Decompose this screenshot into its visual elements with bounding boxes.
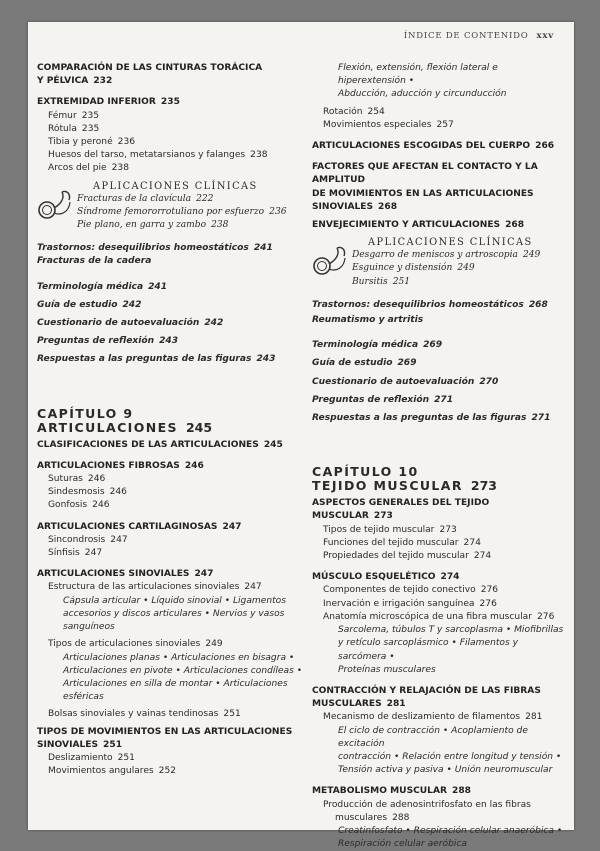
toc-subentries: Tensión activa y pasiva • Unión neuromuscular (338, 765, 553, 776)
toc-entry: Movimientos angulares 252 (48, 766, 177, 777)
toc-subentries: Cápsula articular • Líquido sinovial • Ligamentos (63, 595, 286, 606)
toc-heading: SINOVIALES 251 (37, 739, 123, 750)
running-head (404, 31, 554, 41)
chapter-label: CAPÍTULO 9 (37, 405, 134, 421)
toc-entry: Suturas 246 (48, 474, 106, 485)
clinical-entry: Pie plano, en garra y zambo 238 (77, 220, 229, 231)
toc-entry: Anatomía microscópica de una fibra muscular 276 (323, 611, 555, 622)
toc-entry: Cuestionario de autoevaluación 242 (37, 318, 224, 329)
chapter-label: CAPÍTULO 10 (312, 464, 419, 480)
clinical-entry: Desgarro de meniscos y artroscopia 249 (352, 250, 541, 261)
clinical-applications-title: APLICACIONES CLÍNICAS (93, 180, 258, 192)
toc-entry: Estructura de las articulaciones sinoviales 247 (48, 582, 262, 593)
toc-entry: Mecanismo de deslizamiento de filamentos 281 (323, 712, 543, 723)
chapter-title: ARTICULACIONES 245 (37, 419, 213, 435)
toc-entry: Respuestas a las preguntas de las figuras 271 (312, 413, 551, 424)
toc-entry: Preguntas de reflexión 243 (37, 336, 179, 347)
toc-entry-disorders: Trastornos: desequilibrios homeostáticos 241 (37, 243, 273, 254)
toc-entry: Sínfisis 247 (48, 548, 103, 559)
toc-entry: Guía de estudio 269 (312, 358, 417, 369)
toc-entry: Producción de adenosintrifosfato en las fibras (323, 799, 531, 810)
toc-subentries: y retículo sarcoplásmico • Filamentos y sarcómera • (338, 638, 518, 662)
toc-entry: Funciones del tejido muscular 274 (323, 537, 481, 548)
clinical-applications-box (37, 180, 307, 233)
toc-entry: Deslizamiento 251 (48, 752, 135, 763)
toc-entry: Terminología médica 241 (37, 281, 168, 292)
toc-heading: ARTICULACIONES CARTILAGINOSAS 247 (37, 521, 242, 532)
toc-heading: METABOLISMO MUSCULAR 288 (312, 786, 471, 797)
toc-entry: Terminología médica 269 (312, 340, 443, 351)
toc-subentries: sanguíneos (63, 622, 115, 633)
toc-subentries: contracción • Relación entre longitud y tensión • (338, 751, 562, 762)
stethoscope-icon (312, 244, 350, 278)
toc-entry: Sincondrosis 247 (48, 534, 128, 545)
toc-heading: MUSCULARES 281 (312, 699, 406, 710)
toc-subentries: Sarcolema, túbulos T y sarcoplasma • Miofibrillas (338, 625, 564, 636)
toc-subentries: Creatinfosfato • Respiración celular anaeróbica • (338, 825, 563, 836)
clinical-entry: Esguince y distensión 249 (352, 263, 475, 274)
toc-heading: CONTRACCIÓN Y RELAJACIÓN DE LAS FIBRAS (312, 685, 541, 696)
toc-entry: Gonfosis 246 (48, 500, 110, 511)
toc-entry: Componentes de tejido conectivo 276 (323, 585, 499, 596)
toc-heading: SINOVIALES 268 (312, 201, 398, 212)
toc-heading: ENVEJECIMIENTO Y ARTICULACIONES 268 (312, 220, 525, 231)
clinical-entry: Fracturas de la clavícula 222 (77, 193, 214, 204)
toc-heading: ASPECTOS GENERALES DEL TEJIDO MUSCULAR 273 (312, 498, 490, 522)
toc-entry: Tipos de articulaciones sinoviales 249 (48, 639, 223, 650)
toc-heading: ARTICULACIONES SINOVIALES 247 (37, 569, 214, 580)
toc-heading: TIPOS DE MOVIMIENTOS EN LAS ARTICULACIONES (37, 726, 293, 737)
running-head-title: ÍNDICE DE CONTENIDO (403, 31, 529, 41)
toc-subentries: Articulaciones en silla de montar • Articulaciones (63, 678, 288, 689)
toc-heading: MÚSCULO ESQUELÉTICO 274 (312, 572, 460, 583)
clinical-applications-box (312, 236, 567, 289)
toc-subentries: Respiración celular aeróbica (338, 839, 467, 850)
toc-heading: DE MOVIMIENTOS EN LAS ARTICULACIONES (312, 188, 534, 199)
toc-entry: Propiedades del tejido muscular 274 (323, 551, 492, 562)
toc-entry: Guía de estudio 242 (37, 299, 142, 310)
toc-subentries: esféricas (63, 692, 104, 703)
toc-subentries: El ciclo de contracción • Acoplamiento de excitación (338, 725, 528, 749)
toc-entry: Rótula 235 (48, 123, 100, 134)
clinical-entry: Síndrome femororrotuliano por esfuerzo 236 (77, 206, 287, 217)
toc-subentries: Proteínas musculares (338, 664, 436, 675)
toc-entry: Bolsas sinoviales y vainas tendinosas 251 (48, 709, 241, 720)
toc-heading: CLASIFICACIONES DE LAS ARTICULACIONES 245 (37, 439, 283, 450)
toc-subentries: accesorios y discos articulares • Nervios y vasos (63, 608, 285, 619)
toc-entry: Fracturas de la cadera (37, 256, 152, 267)
toc-entry: Rotación 254 (323, 106, 385, 117)
toc-entry: Inervación e irrigación sanguínea 276 (323, 598, 497, 609)
toc-subentries: Articulaciones planas • Articulaciones en bisagra • (63, 652, 295, 663)
toc-entry: Huesos del tarso, metatarsianos y falanges 238 (48, 150, 268, 161)
right-column (312, 62, 567, 851)
toc-subentries: Abducción, aducción y circunducción (338, 89, 507, 100)
page-number: xxv (536, 31, 554, 41)
toc-entry: Preguntas de reflexión 271 (312, 394, 454, 405)
chapter-title: TEJIDO MUSCULAR 273 (312, 478, 497, 494)
toc-entry: Movimientos especiales 257 (323, 119, 454, 130)
toc-heading: EXTREMIDAD INFERIOR 235 (37, 97, 180, 108)
toc-entry: Fémur 235 (48, 110, 100, 121)
toc-heading: Y PÉLVICA 232 (37, 76, 113, 87)
clinical-applications-title: APLICACIONES CLÍNICAS (368, 237, 533, 249)
toc-entry: Tipos de tejido muscular 273 (323, 524, 457, 535)
toc-entry: Reumatismo y artritis (312, 315, 424, 326)
toc-heading: COMPARACIÓN DE LAS CINTURAS TORÁCICA (37, 63, 263, 73)
toc-entry: Cuestionario de autoevaluación 270 (312, 376, 499, 387)
toc-subentries: Articulaciones en pivote • Articulaciones condíleas • (63, 665, 303, 676)
toc-entry: Tibia y peroné 236 (48, 137, 136, 148)
toc-heading: ARTICULACIONES FIBROSAS 246 (37, 460, 204, 471)
toc-entry: Sindesmosis 246 (48, 487, 127, 498)
left-column (37, 62, 307, 778)
toc-entry-disorders: Trastornos: desequilibrios homeostáticos 268 (312, 299, 548, 310)
toc-heading: ARTICULACIONES ESCOGIDAS DEL CUERPO 266 (312, 141, 555, 152)
toc-entry: Arcos del pie 238 (48, 163, 129, 174)
toc-subentries: Flexión, extensión, flexión lateral e hiperextensión • (338, 63, 498, 87)
toc-entry: Respuestas a las preguntas de las figuras 243 (37, 354, 276, 365)
clinical-entry: Bursitis 251 (352, 276, 411, 287)
toc-heading: FACTORES QUE AFECTAN EL CONTACTO Y LA AMPLITUD (312, 162, 538, 186)
stethoscope-icon (37, 188, 75, 222)
toc-entry: musculares 288 (335, 812, 410, 823)
book-page (28, 22, 574, 850)
